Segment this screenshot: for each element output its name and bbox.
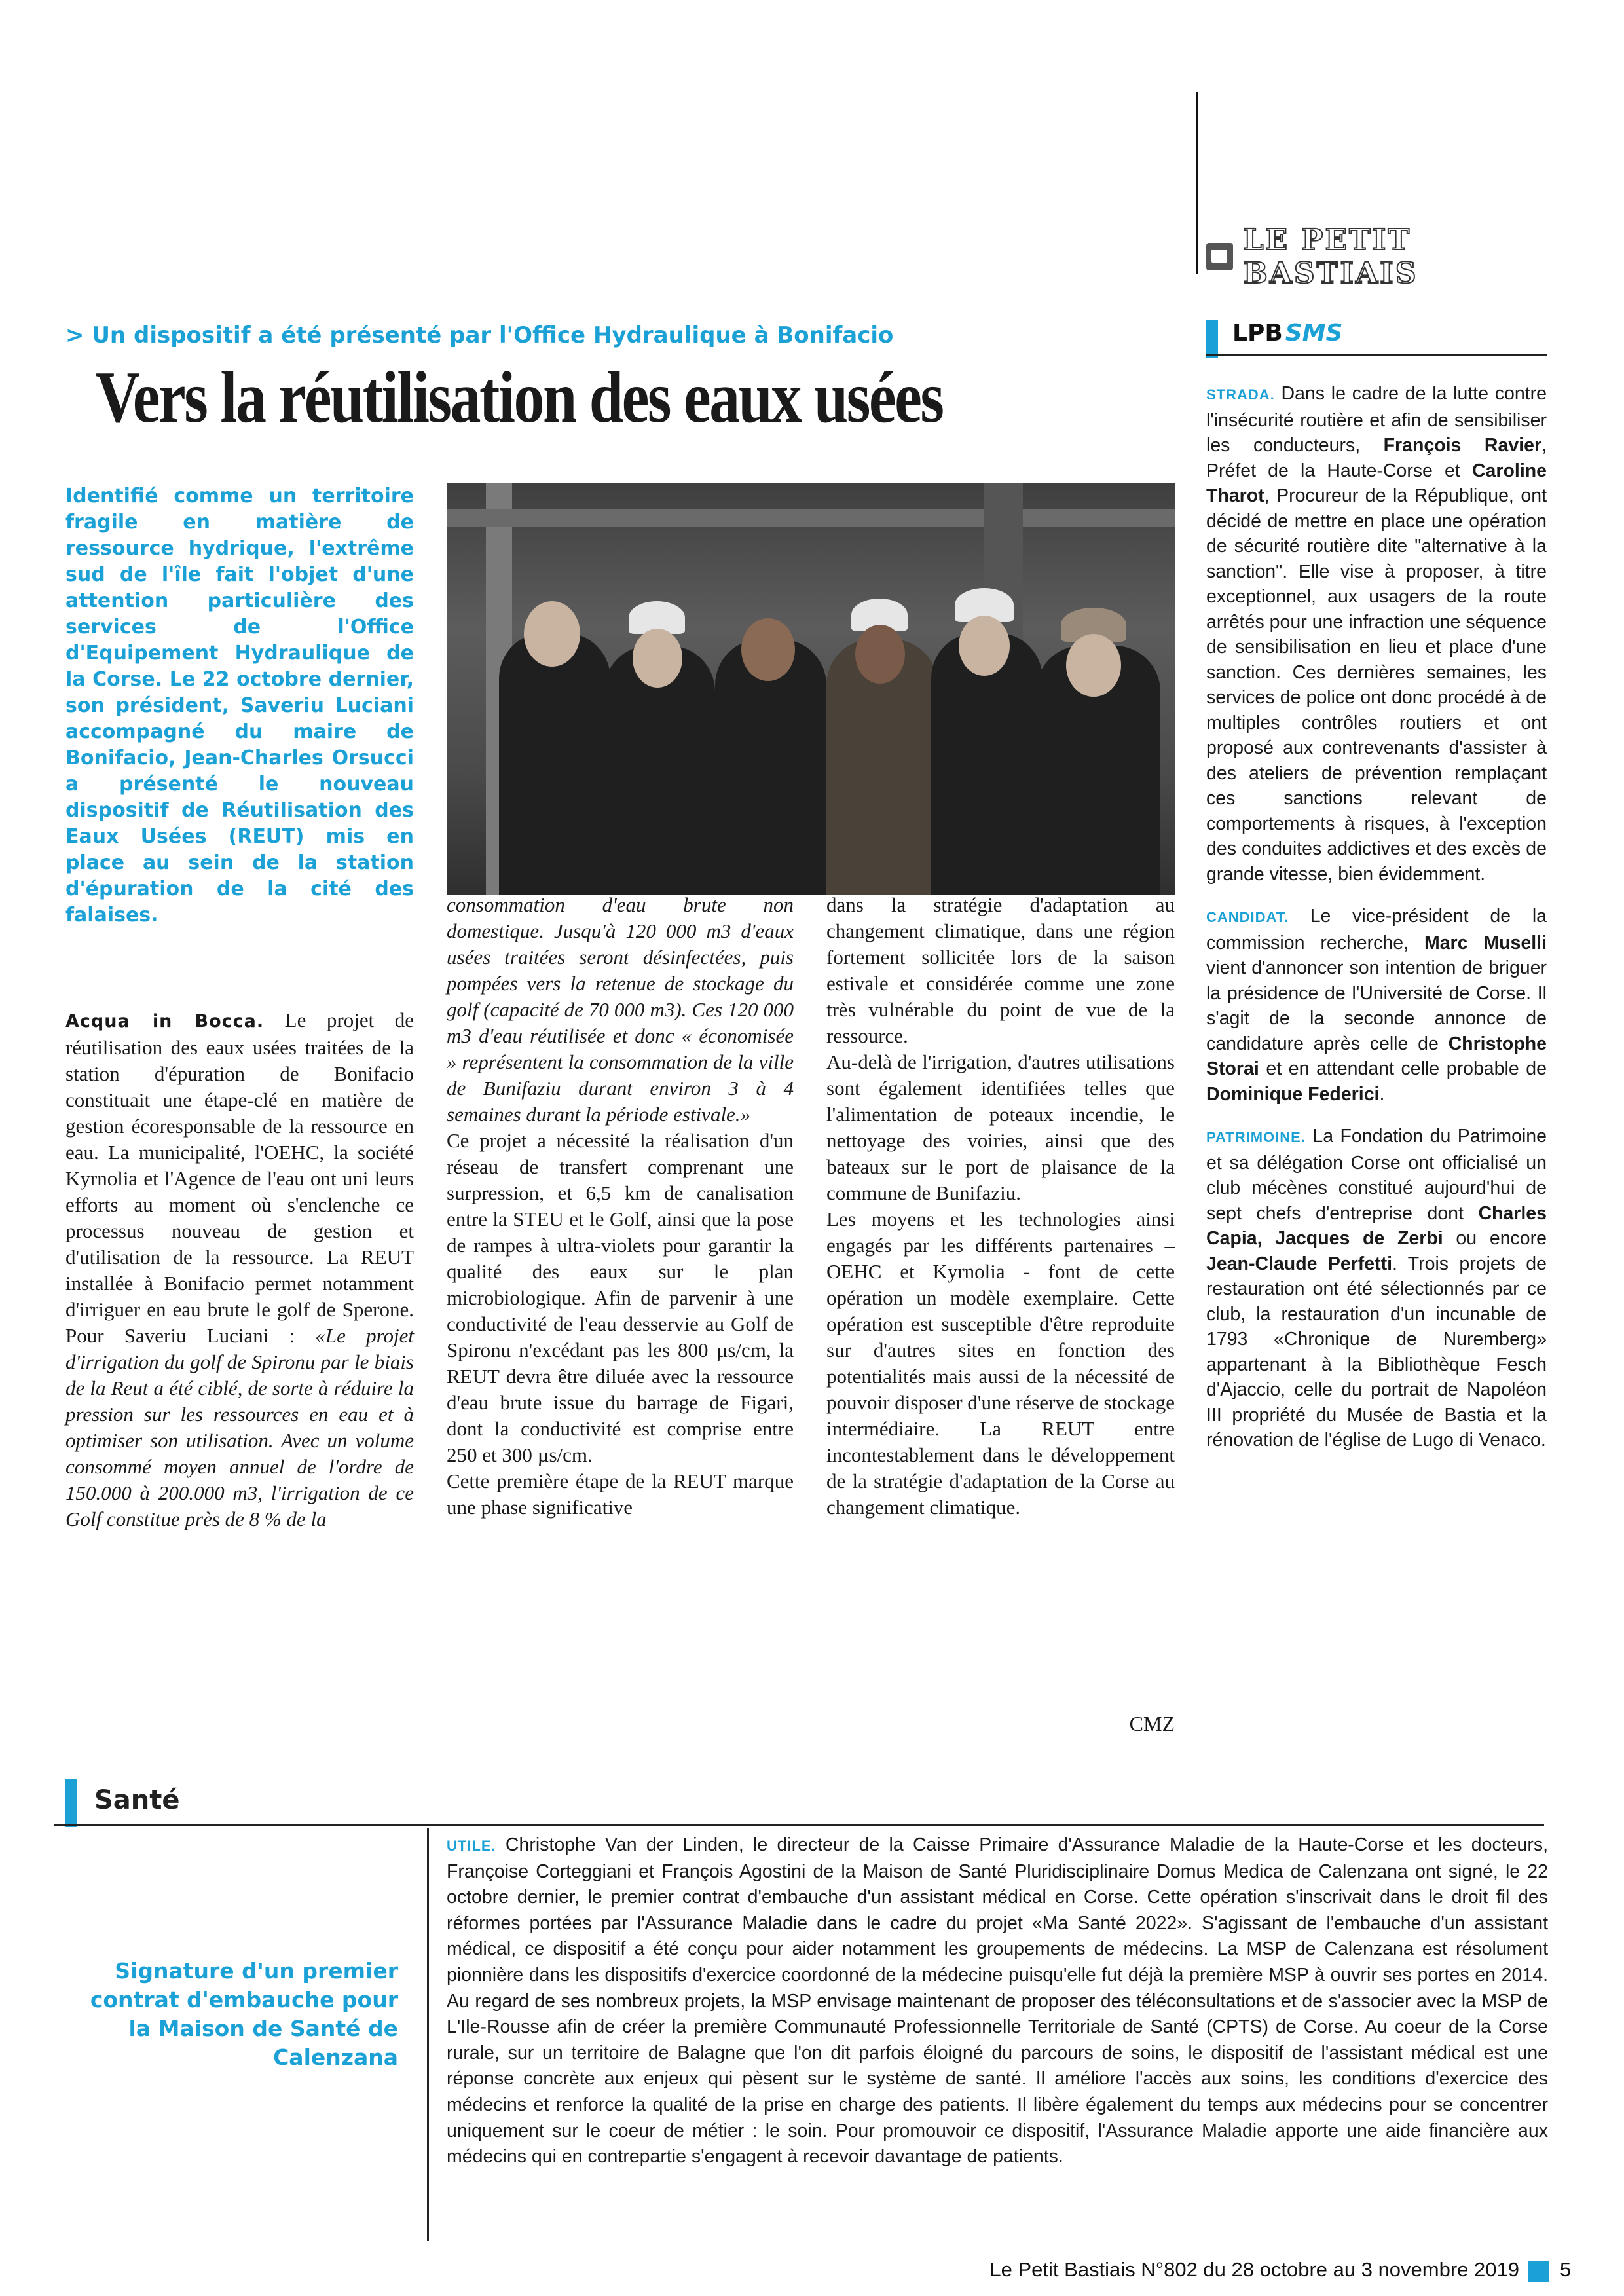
sms-candidat-name-3: Dominique Federici [1206, 1083, 1380, 1105]
col1-quote: «Le projet d'irrigation du golf de Spironu par le biais de la Reut a été ciblé, de sorte à réduire la pression sur les ressources en eau et à optimiser son utilisation. Avec un volume consommé moyen annuel de l'ordre de 150.000 à 200.000 m3, l'irrigation de ce Golf constitue près de 8 % de la [65, 1324, 414, 1530]
sante-runin-utile: UTILE. [447, 1838, 496, 1854]
masthead-rule [1196, 92, 1198, 274]
masthead-logo-icon [1206, 243, 1233, 270]
col3-paragraph-2: Au-delà de l'irrigation, d'autres utilisations sont également identifiées telles que l'alimentation de poteaux incendie, le nettoyage des voiries, ainsi que des bateaux sur le port de plaisance de la commune de Bunifaziu. [826, 1050, 1175, 1204]
sms-runin-patrimoine: PATRIMOINE. [1206, 1129, 1306, 1145]
sms-runin-strada: STRADA. [1206, 386, 1275, 403]
sms-strada-text-3: , Procureur de la République, ont décidé de mettre en place une opération de sécurité routière dite "alternative à la sanction". Elle vise à proposer, à titre exceptionnel, aux usagers de la route arrêtés pour une infraction une séquence de sensibilisation en lieu et place d'une sanction. Ces dernières semaines, les services de police ont donc procédé à de multiples contrôles routiers et ont proposé aux contrevenants d'assister à des ateliers de prévention remplaçant ces sanctions relevant de comportements à risques, à l'exception des conduites addictives et des excès de grande vitesse, bien évidemment. [1206, 485, 1547, 885]
sms-title-sub: SMS [1285, 320, 1343, 346]
sms-patrimoine-name-1: Charles Capia, Jacques de Zerbi [1206, 1202, 1547, 1249]
sms-strada-text-2: , Préfet de la Haute-Corse et [1206, 435, 1547, 481]
sms-body [1206, 381, 1547, 1470]
sante-subhead: Signature d'un premier contrat d'embauche pour la Maison de Santé de Calenzana [90, 1958, 398, 2070]
masthead-title: LE PETIT BASTIAIS [1243, 223, 1418, 290]
article-column-3 [826, 892, 1175, 1521]
article-column-2 [447, 892, 794, 1521]
sms-patrimoine-text-3: . Trois projets de restauration ont été sélectionnés par ce club, la restauration d'un incunable de 1793 «Chronique de Nuremberg» appartenant à la Bibliothèque Fesch d'Ajaccio, celle du portrait de Napoléon III propriété du Musée de Bastia et la rénovation de l'église de Lugo di Venaco. [1206, 1253, 1547, 1451]
sms-patrimoine-text-1: La Fondation du Patrimoine et sa délégation Corse ont officialisé un club mécènes constitué aujourd'hui de sept chefs d'entreprise dont [1206, 1126, 1547, 1224]
sante-header-bar [65, 1779, 77, 1827]
runin-acqua-in-bocca: Acqua in Bocca. [65, 1011, 265, 1031]
article-lead: Identifié comme un territoire fragile en matière de ressource hydrique, l'extrême sud de l'île fait l'objet d'une attention particulière des services de l'Office d'Equipement Hydraulique de la Corse. Le 22 octobre dernier, son président, Saveriu Luciani accompagné du maire de Bonifacio, Jean-Charles Orsucci a présenté le nouveau dispositif de Réutilisation des Eaux Usées (REUT) mis en place au sein de la station d'épuration de la cité des falaises. [65, 485, 414, 927]
sms-patrimoine-name-2: Jean-Claude Perfetti [1206, 1253, 1393, 1274]
masthead [1206, 223, 1586, 290]
sante-body [447, 1832, 1548, 2170]
sante-header-rule [54, 1824, 1544, 1826]
col3-paragraph-1: dans la stratégie d'adaptation au changement climatique, dans une région fortement sollicitée lors de la saison estivale et considérée comme une zone très vulnérable du point de vue de la ressource. [826, 893, 1175, 1047]
footer-square [1528, 2261, 1549, 2282]
col2-paragraph-2: Ce projet a nécessité la réalisation d'un réseau de transfert comprenant une surpression, et 6,5 km de canalisation entre la STEU et le Golf, ainsi que la pose de rampes à ultra-violets pour garantir la qualité des eaux sur le plan microbiologique. Afin de parvenir à une conductivité de l'eau desservie au Golf de Spironu n'excédant pas les 800 µs/cm, la REUT devra être diluée avec la ressource d'eau brute issue du barrage de Figari, dont la conductivité est comprise entre 250 et 300 µs/cm. [447, 1129, 794, 1466]
sms-strada-name-2: Caroline Tharot [1206, 460, 1547, 506]
article-signature: CMZ [1129, 1712, 1175, 1735]
article-column-1 [65, 1007, 414, 1532]
sante-body-text: Christophe Van der Linden, le directeur de la Caisse Primaire d'Assurance Maladie de la Haute-Corse et les docteurs, Françoise Corteggiani et François Agostini de la Maison de Santé Pluridisciplinaire Domus Medica de Calenzana ont signé, le 22 octobre dernier, le premier contrat d'embauche d'un assistant médical en Corse. Cette opération s'inscrivait dans le droit fil des réformes portées par l'Assurance Maladie dans le cadre du projet «Ma Santé 2022». S'agissant de l'embauche d'un assistant médical, ce dispositif a été conçu pour aider notamment les groupements de médecins. La MSP de Calenzana est résolument pionnière dans les dispositifs d'exercice coordonné de la médecine puisqu'elle fut déjà la première MSP à ouvrir ses portes en 2014. Au regard de ses nombreux projets, la MSP envisage maintenant de proposer des téléconsultations et de s'associer avec la MSP de L'Ile-Rousse afin de créer la première Communauté Professionnelle Territoriale de Santé (CPTS) de Corse. Au coeur de la Corse rurale, sur un territoire de Balagne que l'on dit parfois éloigné du parcours de soins, le dispositif de l'assistant médical est une réponse concrète aux enjeux qui pèsent sur le système de santé. Il améliore l'accès aux soins, les conditions d'exercice des médecins et renforce la qualité de la prise en charge des patients. Il libère également du temps aux médecins pour se concentrer uniquement sur le coeur de métier : le soin. Pour promouvoir ce dispositif, l'Assurance Maladie apporte une aide financière aux médecins qui en contrepartie s'engagent à recevoir davantage de patients. [447, 1834, 1548, 2168]
sante-header [65, 1779, 1556, 1827]
sms-candidat-text-2: vient d'annoncer son intention de briguer la présidence de l'Université de Corse. Il s'agit de la seconde annonce de candidature après celle de [1206, 957, 1547, 1054]
page-number: 5 [1560, 2258, 1572, 2281]
sante-column-rule [427, 1828, 429, 2241]
sms-candidat-text-3: et en attendant celle probable de [1259, 1058, 1547, 1079]
sms-header-bar [1206, 320, 1218, 358]
sms-strada-text-1: Dans le cadre de la lutte contre l'insécurité routière et afin de sensibiliser les conducteurs, [1206, 383, 1547, 456]
sms-runin-candidat: CANDIDAT. [1206, 909, 1289, 925]
col2-paragraph-3: Cette première étape de la REUT marque une phase significative [447, 1470, 794, 1519]
article-headline: Vers la réutilisation des eaux usées [96, 357, 943, 438]
col1-text: Le projet de réutilisation des eaux usées traitées de la station d'épuration de Bonifacio constituait une étape-clé en matière de gestion écoresponsable de la ressource en eau. La municipalité, l'OEHC, la société Kyrnolia et l'Agence de l'eau ont uni leurs efforts au moment où s'enclenche ce processus nouveau de gestion et d'utilisation de la ressource. La REUT installée à Bonifacio permet notamment d'irriguer en eau brute le golf de Sperone. Pour Saveriu Luciani : [65, 1009, 415, 1347]
article-photo [447, 483, 1175, 895]
sms-patrimoine-text-2: ou encore [1443, 1228, 1547, 1249]
sms-candidat-text-4: . [1379, 1083, 1385, 1105]
sms-strada-name-1: François Ravier [1383, 435, 1542, 456]
article-kicker: > Un dispositif a été présenté par l'Office Hydraulique à Bonifacio [65, 322, 894, 348]
footer-issue: Le Petit Bastiais N°802 du 28 octobre au 3 novembre 2019 [989, 2258, 1519, 2281]
sms-item-strada [1206, 381, 1547, 887]
col3-paragraph-3: Les moyens et les technologies ainsi engagés par les différents partenaires – OEHC et Kyrnolia - font de cette opération un modèle exemplaire. Cette opération est susceptible d'être reproduite sur d'autres sites en fonction des potentialités mais aussi de la nécessité de pouvoir disposer d'une réserve de stockage intermédiaire. La REUT entre incontestablement dans le développement de la stratégie d'adaptation de la Corse au changement climatique. [826, 1208, 1175, 1519]
sms-candidat-name-2: Christophe Storai [1206, 1033, 1547, 1079]
sms-header-rule [1206, 354, 1547, 356]
sms-title-main: LPB [1232, 320, 1283, 346]
sms-header [1206, 320, 1547, 358]
sante-section-title: Santé [94, 1785, 180, 1815]
col2-quote: consommation d'eau brute non domestique. Jusqu'à 120 000 m3 d'eaux usées traitées seront désinfectées, puis pompées vers la retenue de stockage du golf (capacité de 70 000 m3). Ces 120 000 m3 d'eau réutilisée et donc « économisée » représentent la consommation de la ville de Bunifaziu durant environ 3 à 4 semaines durant la période estivale.» [447, 893, 794, 1126]
sms-item-patrimoine [1206, 1124, 1547, 1453]
sms-item-candidat [1206, 904, 1547, 1107]
sms-candidat-text-1: Le vice-président de la commission recherche, [1206, 906, 1547, 954]
sms-title [1232, 320, 1342, 346]
sms-candidat-name-1: Marc Muselli [1424, 932, 1547, 954]
